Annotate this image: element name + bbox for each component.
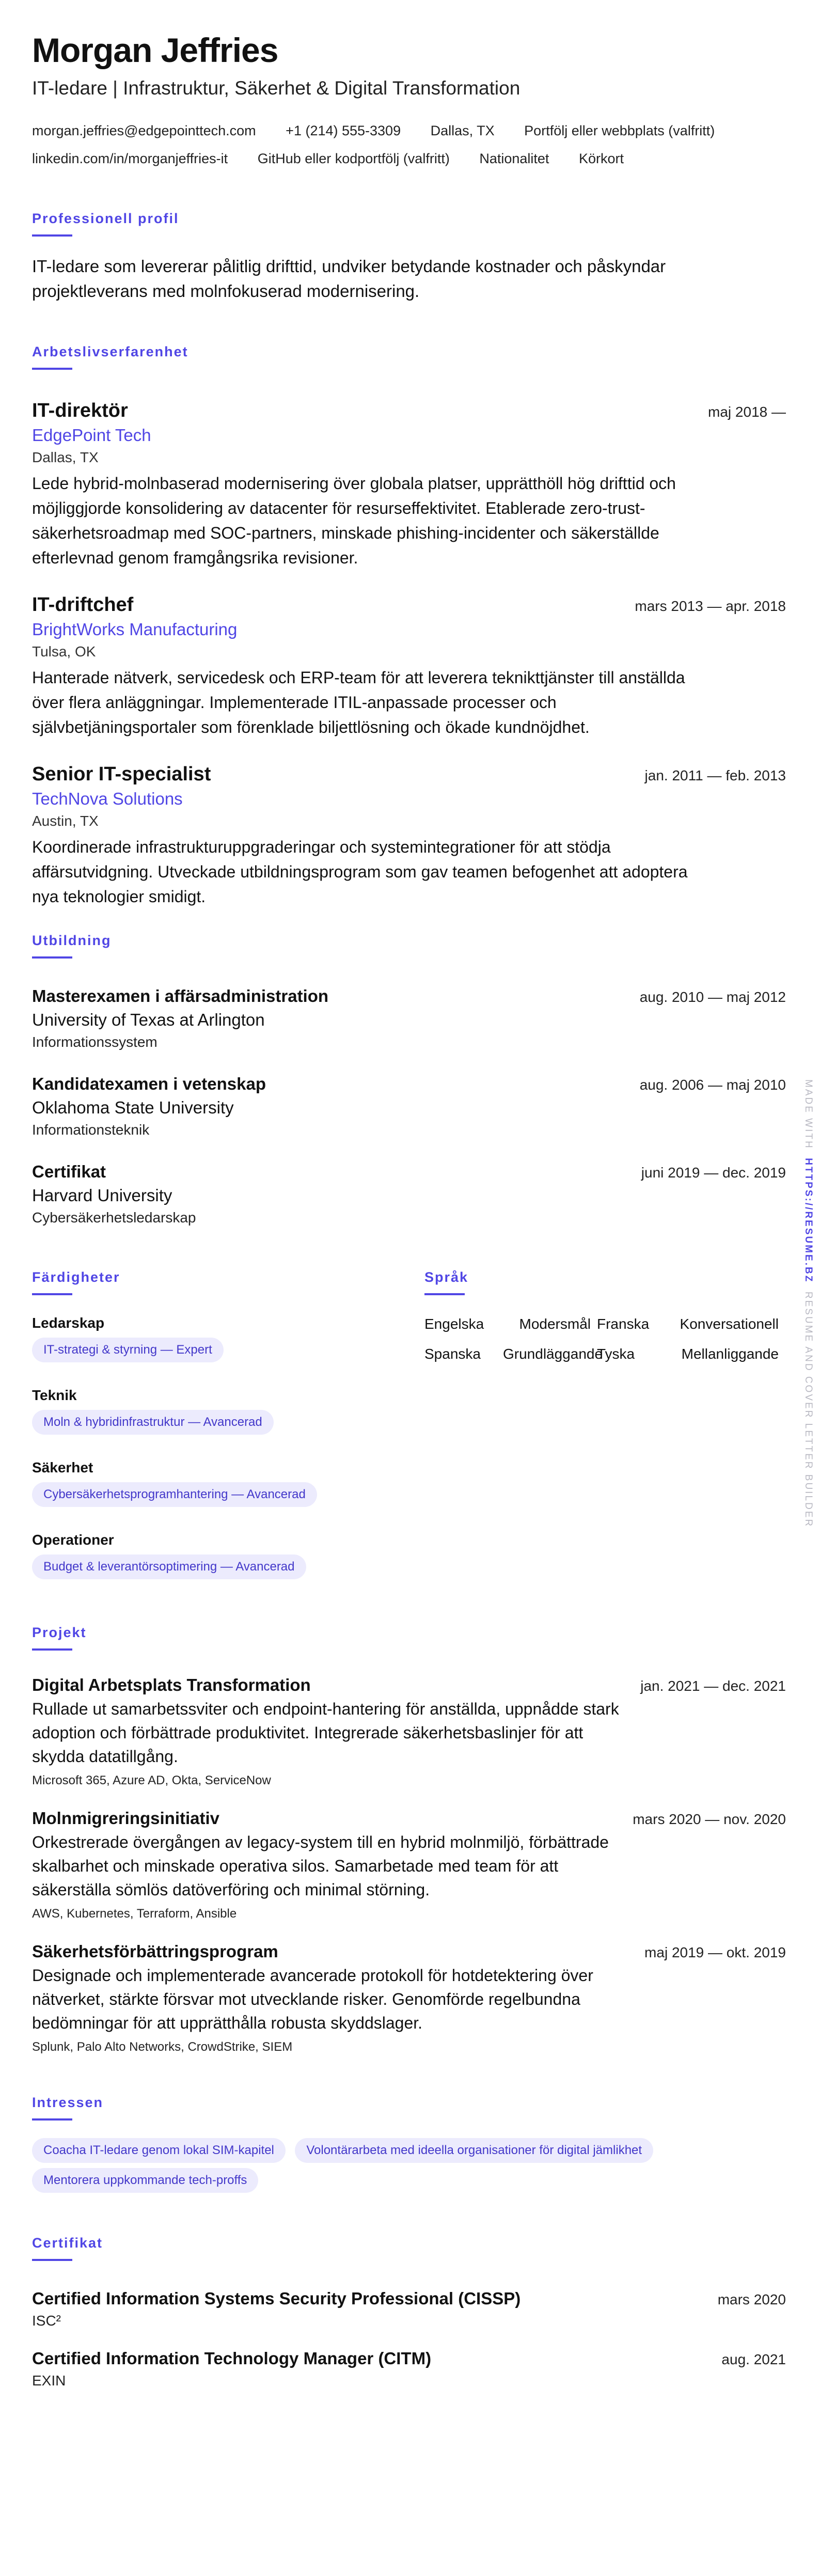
education-item (32, 1072, 786, 1140)
certificate-issuer: EXIN (32, 2373, 66, 2389)
job-location: Dallas, TX (32, 449, 99, 465)
section-divider (32, 956, 72, 959)
skill-pill: Moln & hybridinfrastruktur — Avancerad (32, 1410, 274, 1435)
field-of-study: Informationsteknik (32, 1122, 150, 1138)
job-description: Hanterade nätverk, servicedesk och ERP-team för att leverera teknikttjänster till anställda över flera anläggningar. Implementerade ITIL-anpassade processer och självbetjäningsportaler som förenklade biljettlösning och ökade kundnöjdhet. (32, 668, 685, 736)
section-divider (424, 1293, 465, 1295)
contact-linkedin[interactable]: linkedin.com/in/morganjeffries-it (32, 151, 228, 166)
skill-group (32, 1457, 424, 1512)
project-description: Designade och implementerade avancerade protokoll för hotdetektering över nätverket, stärkte försvar mot utvecklande risker. Genomförde regelbundna bedömningar för att upprätthålla robusta skyddslager. (32, 1966, 593, 2032)
language-level: Mellanliggande (681, 1346, 779, 1362)
made-with-watermark (802, 1079, 814, 1528)
language-name: Tyska (597, 1346, 635, 1362)
education-dates: aug. 2006 — maj 2010 (639, 1077, 786, 1093)
skill-group (32, 1313, 424, 1368)
company-name: TechNova Solutions (32, 789, 183, 808)
section-title: Intressen (32, 2095, 104, 2110)
resume-page (32, 30, 786, 2391)
section-title: Utbildning (32, 933, 112, 948)
degree-title: Kandidatexamen i vetenskap (32, 1074, 266, 1093)
degree-title: Certifikat (32, 1162, 106, 1181)
skill-pill: IT-strategi & styrning — Expert (32, 1338, 224, 1362)
certificate-date: aug. 2021 (721, 2351, 786, 2367)
field-of-study: Cybersäkerhetsledarskap (32, 1210, 196, 1226)
section-title: Färdigheter (32, 1269, 120, 1285)
job-title: IT-direktör (32, 400, 128, 421)
skill-pill: Budget & leverantörsoptimering — Avancerad (32, 1554, 306, 1579)
certificate-name: Certified Information Technology Manager (CITM) (32, 2349, 432, 2368)
section-divider (32, 368, 72, 370)
language-level: Modersmål (519, 1316, 591, 1332)
section-divider (32, 2118, 72, 2121)
contact-email[interactable]: morgan.jeffries@edgepointtech.com (32, 123, 256, 138)
section-title: Certifikat (32, 2235, 103, 2251)
certificate-name: Certified Information Systems Security Professional (CISSP) (32, 2289, 521, 2308)
interest-pill: Mentorera uppkommande tech-proffs (32, 2168, 258, 2193)
experience-section (32, 343, 786, 909)
certificate-item (32, 2287, 786, 2331)
project-name: Säkerhetsförbättringsprogram (32, 1942, 278, 1961)
section-divider (32, 234, 72, 237)
school-name: Oklahoma State University (32, 1098, 234, 1117)
project-item (32, 1673, 786, 1791)
contact-license: Körkort (578, 151, 624, 166)
interests-section (32, 2094, 786, 2198)
education-dates: juni 2019 — dec. 2019 (641, 1165, 786, 1181)
certificates-section (32, 2234, 786, 2391)
field-of-study: Informationssystem (32, 1034, 157, 1050)
watermark-suffix: RESUME AND COVER LETTER BUILDER (803, 1291, 814, 1528)
degree-title: Masterexamen i affärsadministration (32, 986, 329, 1006)
contact-portfolio[interactable]: Portfölj eller webbplats (valfritt) (524, 123, 715, 138)
skill-category: Teknik (32, 1387, 77, 1403)
skills-languages-row (32, 1268, 786, 1584)
project-item (32, 1807, 786, 1924)
section-title: Professionell profil (32, 211, 179, 226)
job-description: Koordinerade infrastrukturuppgraderingar och systemintegrationer för att stödja affärsutvidgning. Utveckade utbildningsprogram som gav teamen befogenhet att adoptera nya teknologier smidigt. (32, 838, 688, 906)
watermark-link[interactable]: HTTPS://RESUME.BZ (803, 1158, 814, 1283)
section-divider (32, 1293, 72, 1295)
languages-section (424, 1268, 786, 1584)
company-name: BrightWorks Manufacturing (32, 620, 238, 639)
education-section (32, 932, 786, 1228)
project-dates: mars 2020 — nov. 2020 (633, 1811, 786, 1827)
company-name: EdgePoint Tech (32, 426, 151, 445)
job-location: Tulsa, OK (32, 643, 96, 659)
education-item (32, 1160, 786, 1228)
section-divider (32, 1648, 72, 1651)
watermark-prefix: MADE WITH (803, 1079, 814, 1150)
skill-category: Ledarskap (32, 1315, 105, 1331)
experience-item (32, 761, 786, 909)
job-location: Austin, TX (32, 813, 99, 829)
school-name: Harvard University (32, 1186, 172, 1205)
language-level: Konversationell (680, 1316, 779, 1332)
project-tech: Splunk, Palo Alto Networks, CrowdStrike, SIEM (32, 2040, 293, 2054)
language-name: Spanska (424, 1346, 481, 1362)
school-name: University of Texas at Arlington (32, 1010, 265, 1029)
certificate-issuer: ISC² (32, 2313, 61, 2329)
certificate-item (32, 2347, 786, 2391)
job-title: Senior IT-specialist (32, 763, 211, 785)
skill-group (32, 1385, 424, 1440)
interest-pill: Coacha IT-ledare genom lokal SIM-kapitel (32, 2138, 286, 2163)
project-name: Digital Arbetsplats Transformation (32, 1675, 311, 1694)
contact-nationality: Nationalitet (479, 151, 549, 166)
project-description: Orkestrerade övergången av legacy-system till en hybrid molnmiljö, förbättrade skalbarhet och minskade operativa silos. Samarbetade med team för att säkerställa sömlös datöverföring och minimal störning. (32, 1833, 609, 1899)
project-item (32, 1940, 786, 2057)
section-title: Språk (424, 1269, 469, 1285)
interest-pill: Volontärarbeta med ideella organisationer för digital jämlikhet (295, 2138, 653, 2163)
job-title: IT-driftchef (32, 594, 134, 616)
project-tech: AWS, Kubernetes, Terraform, Ansible (32, 1907, 237, 1921)
language-level: Grundläggande (503, 1346, 603, 1362)
candidate-subtitle: IT-ledare | Infrastruktur, Säkerhet & Digital Transformation (32, 77, 521, 99)
project-dates: jan. 2021 — dec. 2021 (640, 1678, 786, 1694)
skill-group (32, 1530, 424, 1584)
job-dates: jan. 2011 — feb. 2013 (644, 767, 786, 783)
experience-item (32, 398, 786, 570)
section-title: Arbetslivserfarenhet (32, 344, 188, 359)
language-name: Franska (597, 1316, 650, 1332)
project-name: Molnmigreringsinitiativ (32, 1809, 220, 1828)
contact-location: Dallas, TX (430, 123, 495, 138)
certificate-date: mars 2020 (717, 2291, 786, 2307)
section-title: Projekt (32, 1625, 87, 1640)
job-dates: mars 2013 — apr. 2018 (635, 598, 786, 614)
contact-github[interactable]: GitHub eller kodportfölj (valfritt) (257, 151, 450, 166)
education-dates: aug. 2010 — maj 2012 (639, 989, 786, 1005)
project-description: Rullade ut samarbetssviter och endpoint-hantering för anställda, uppnådde stark adoption och förbättrade produktivitet. Integrerade säkerhetsbaslinjer för att skydda datatillgång. (32, 1700, 619, 1766)
language-name: Engelska (424, 1316, 484, 1332)
candidate-name: Morgan Jeffries (32, 31, 278, 69)
skills-section (32, 1268, 424, 1584)
interest-list (32, 2138, 765, 2198)
profile-text: IT-ledare som levererar pålitlig drifttid, undviker betydande kostnader och påskyndar projektleverans med molnfokuserad modernisering. (32, 257, 666, 301)
education-item (32, 984, 786, 1053)
section-divider (32, 2259, 72, 2261)
skill-pill: Cybersäkerhetsprogramhantering — Avancerad (32, 1482, 317, 1507)
profile-section (32, 210, 786, 304)
language-list (424, 1313, 786, 1365)
contact-list (32, 117, 786, 172)
job-description: Lede hybrid-molnbaserad modernisering över globala platser, upprätthöll hög drifttid och möjliggjorde konsolidering av datacenter för resurseffektivitet. Etablerade zero-trust-säkerhetsroadmap med SOC-partners, minskade phishing-incidenter och säkerställde efterlevnad genom framgångsrika revisioner. (32, 474, 676, 567)
skill-category: Säkerhet (32, 1459, 93, 1475)
contact-phone[interactable]: +1 (214) 555-3309 (286, 123, 401, 138)
project-dates: maj 2019 — okt. 2019 (644, 1944, 786, 1960)
experience-item (32, 592, 786, 740)
project-tech: Microsoft 365, Azure AD, Okta, ServiceNow (32, 1773, 271, 1787)
job-dates: maj 2018 — (708, 404, 786, 420)
skill-category: Operationer (32, 1532, 114, 1548)
projects-section (32, 1624, 786, 2057)
